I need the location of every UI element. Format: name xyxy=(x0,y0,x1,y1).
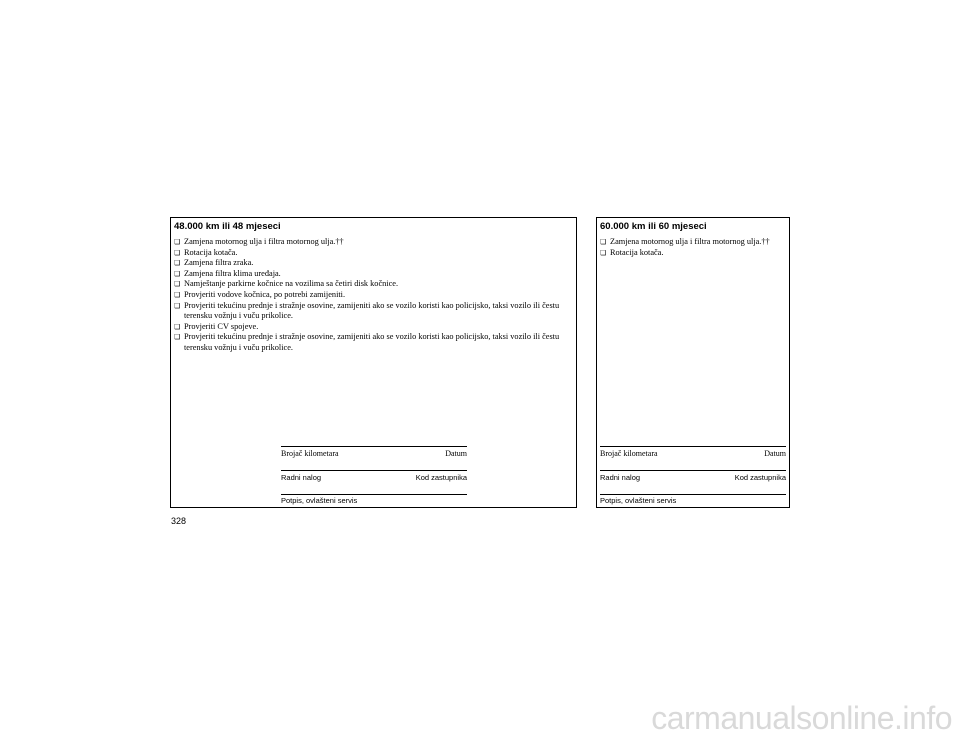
checklist-item-text: Provjeriti tekućinu prednje i stražnje osovine, zamijeniti ako se vozilo koristi kao policijsko, taksi vozilo ili čestu terensku vožnju i vuču prikolice. xyxy=(184,332,560,352)
checklist-item xyxy=(174,279,572,290)
signature-label: Potpis, ovlašteni servis xyxy=(600,496,677,505)
checklist-item-text: Namještanje parkirne kočnice na vozilima sa četiri disk kočnice. xyxy=(184,279,399,289)
checkbox-icon: ❏ xyxy=(174,322,181,331)
signature-line xyxy=(281,446,467,447)
maintenance-box-48000 xyxy=(170,217,577,508)
box-title: 48.000 km ili 48 mjeseci xyxy=(174,221,281,232)
checklist-item-text: Zamjena motornog ulja i filtra motornog ulja.†† xyxy=(184,237,344,246)
date-label: Datum xyxy=(764,449,786,458)
dealer-code-label: Kod zastupnika xyxy=(415,473,467,482)
checkbox-icon: ❏ xyxy=(600,248,607,257)
maintenance-box-60000 xyxy=(596,217,790,508)
checkbox-icon: ❏ xyxy=(174,259,181,268)
work-order-label: Radni nalog xyxy=(281,473,322,482)
checklist-item-text: Provjeriti vodove kočnica, po potrebi zamijeniti. xyxy=(184,289,346,299)
checkbox-icon: ❏ xyxy=(174,280,181,289)
checklist-item xyxy=(600,248,785,259)
signature-line xyxy=(600,494,786,495)
checkbox-icon: ❏ xyxy=(174,238,181,246)
checklist-item xyxy=(174,258,572,269)
page-number: 328 xyxy=(171,516,187,526)
odometer-label: Brojač kilometara xyxy=(281,449,339,458)
checklist-item-text: Zamjena filtra zraka. xyxy=(184,258,254,268)
checklist-item-text: Zamjena filtra klima uređaja. xyxy=(184,268,281,278)
checkbox-icon: ❏ xyxy=(174,290,181,299)
signature-line xyxy=(281,494,467,495)
signature-line xyxy=(281,470,467,471)
checklist-item-text: Rotacija kotača. xyxy=(610,247,664,257)
signature-line xyxy=(600,446,786,447)
checklist-item-text: Provjeriti CV spojeve. xyxy=(184,321,259,331)
checklist-item xyxy=(174,332,572,353)
dealer-code-label: Kod zastupnika xyxy=(734,473,786,482)
checklist-item xyxy=(174,322,572,333)
watermark: carmanualsonline.info xyxy=(651,700,952,736)
checklist xyxy=(174,237,572,354)
checklist-item-text: Zamjena motornog ulja i filtra motornog ulja.†† xyxy=(610,237,770,246)
work-order-label: Radni nalog xyxy=(600,473,641,482)
checklist-item xyxy=(174,290,572,301)
checklist-item xyxy=(600,237,785,248)
checklist-item-text: Provjeriti tekućinu prednje i stražnje osovine, zamijeniti ako se vozilo koristi kao policijsko, taksi vozilo ili čestu terensku vožnju i vuču prikolice. xyxy=(184,300,560,321)
odometer-label: Brojač kilometara xyxy=(600,449,658,458)
checklist xyxy=(600,237,785,258)
checklist-item-text: Rotacija kotača. xyxy=(184,247,238,257)
checklist-item xyxy=(174,269,572,280)
checklist-item xyxy=(174,248,572,259)
checkbox-icon: ❏ xyxy=(174,248,181,257)
checklist-item xyxy=(174,301,572,322)
checkbox-icon: ❏ xyxy=(600,238,607,246)
box-title: 60.000 km ili 60 mjeseci xyxy=(600,221,707,232)
signature-line xyxy=(600,470,786,471)
checkbox-icon: ❏ xyxy=(174,333,181,342)
checkbox-icon: ❏ xyxy=(174,269,181,278)
date-label: Datum xyxy=(445,449,467,458)
signature-label: Potpis, ovlašteni servis xyxy=(281,496,358,505)
checkbox-icon: ❏ xyxy=(174,301,181,310)
checklist-item xyxy=(174,237,572,248)
